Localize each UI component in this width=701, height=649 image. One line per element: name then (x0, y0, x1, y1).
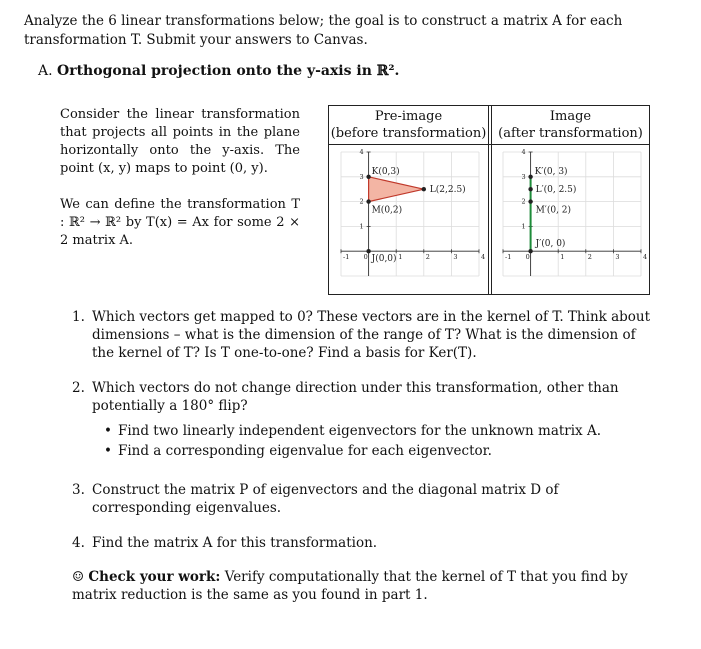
image-plot (495, 146, 647, 290)
pre-image-header-subtitle: (before transformation) (330, 126, 487, 141)
section-letter: A. (38, 63, 53, 79)
y-tick-label: 2 (359, 197, 364, 206)
question-number: 3. (72, 482, 85, 498)
question-text: Find the matrix A for this transformation. (92, 535, 378, 551)
smiley-icon: ☺ (72, 569, 85, 585)
bullet-item (104, 442, 664, 460)
point-label: M′(0, 2) (535, 205, 572, 216)
question-text: Which vectors get mapped to 0? These vectors are in the kernel of T. Think about dimensions – what is the dimension of the range of T? What is the dimension of the kernel of T? Is T one-to-one? Find a basis for Ker(T). (92, 309, 651, 361)
y-tick-label: 1 (521, 222, 526, 231)
y-tick-label: 3 (521, 172, 526, 181)
x-tick-label: 0 (525, 253, 530, 262)
image-header (492, 108, 649, 142)
question-number: 1. (72, 309, 85, 325)
section-heading: Orthogonal projection onto the y-axis in ℝ². (57, 63, 400, 79)
check-text: Verify computationally that the kernel of T that you find by matrix reduction is the same as you found in part 1. (72, 569, 628, 603)
point-label: L′(0, 2.5) (535, 185, 577, 196)
x-tick-label: 3 (615, 253, 620, 262)
x-tick-label: 1 (560, 253, 565, 262)
data-point (366, 175, 370, 179)
define-paragraph: We can define the transformation T : ℝ² → ℝ² by T(x) = Ax for some 2 × 2 matrix A. (60, 197, 300, 248)
x-tick-label: 3 (453, 253, 458, 262)
data-point (528, 199, 532, 203)
y-tick-label: 4 (521, 148, 526, 156)
point-label: M(0,2) (371, 205, 403, 216)
point-label: L(2,2.5) (429, 185, 466, 196)
question-text: Construct the matrix P of eigenvectors and the diagonal matrix D of corresponding eigenvalues. (92, 482, 559, 516)
column-divider (488, 106, 492, 294)
bullet-text: Find two linearly independent eigenvectors for the unknown matrix A. (118, 423, 602, 439)
data-point (528, 187, 532, 191)
x-tick-label: 0 (363, 253, 368, 262)
transformation-table (328, 105, 650, 295)
image-header-title: Image (549, 109, 592, 124)
consider-paragraph: Consider the linear transformation that projects all points in the plane horizontally onto the y-axis. The point (x, y) maps to point (0, y). (60, 107, 300, 176)
question-number: 2. (72, 380, 85, 396)
point-label: K′(0, 3) (534, 166, 568, 177)
bullet-text: Find a corresponding eigenvalue for each eigenvector. (118, 443, 492, 459)
intro-text: Analyze the 6 linear transformations below; the goal is to construct a matrix A for each transformation T. Submit your answers to Canvas. (24, 13, 623, 48)
section-title (38, 63, 399, 79)
x-tick-label: 2 (587, 253, 592, 262)
data-point (528, 175, 532, 179)
question-number: 4. (72, 535, 85, 551)
y-tick-label: 4 (359, 148, 364, 156)
question-1 (72, 308, 652, 362)
y-tick-label: 3 (359, 172, 364, 181)
pre-image-header-title: Pre-image (374, 109, 443, 124)
x-tick-label: -1 (505, 253, 512, 262)
image-header-subtitle: (after transformation) (498, 126, 643, 141)
x-tick-label: -1 (343, 253, 350, 262)
data-point (422, 187, 426, 191)
bullet-dot: • (104, 443, 112, 459)
point-label: J(0,0) (371, 254, 397, 265)
y-tick-label: 2 (521, 197, 526, 206)
header-divider (329, 144, 649, 145)
data-point (366, 249, 370, 253)
question-4 (72, 534, 652, 552)
pre-image-plot (333, 146, 485, 290)
check-your-work (72, 568, 652, 604)
pre-image-header (329, 108, 488, 142)
bullet-dot: • (104, 423, 112, 439)
y-tick-label: 1 (359, 222, 364, 231)
question-3 (72, 481, 652, 517)
x-tick-label: 2 (425, 253, 430, 262)
point-label: K(0,3) (371, 166, 400, 177)
data-point (366, 199, 370, 203)
question-text: Which vectors do not change direction under this transformation, other than potentially a 180° flip? (92, 380, 619, 414)
question-2 (72, 379, 652, 415)
point-label: J′(0, 0) (535, 239, 566, 250)
bullet-item (104, 422, 664, 440)
x-tick-label: 4 (643, 253, 647, 262)
data-point (528, 249, 532, 253)
check-label: Check your work: (88, 569, 221, 585)
x-tick-label: 1 (398, 253, 403, 262)
x-tick-label: 4 (481, 253, 485, 262)
